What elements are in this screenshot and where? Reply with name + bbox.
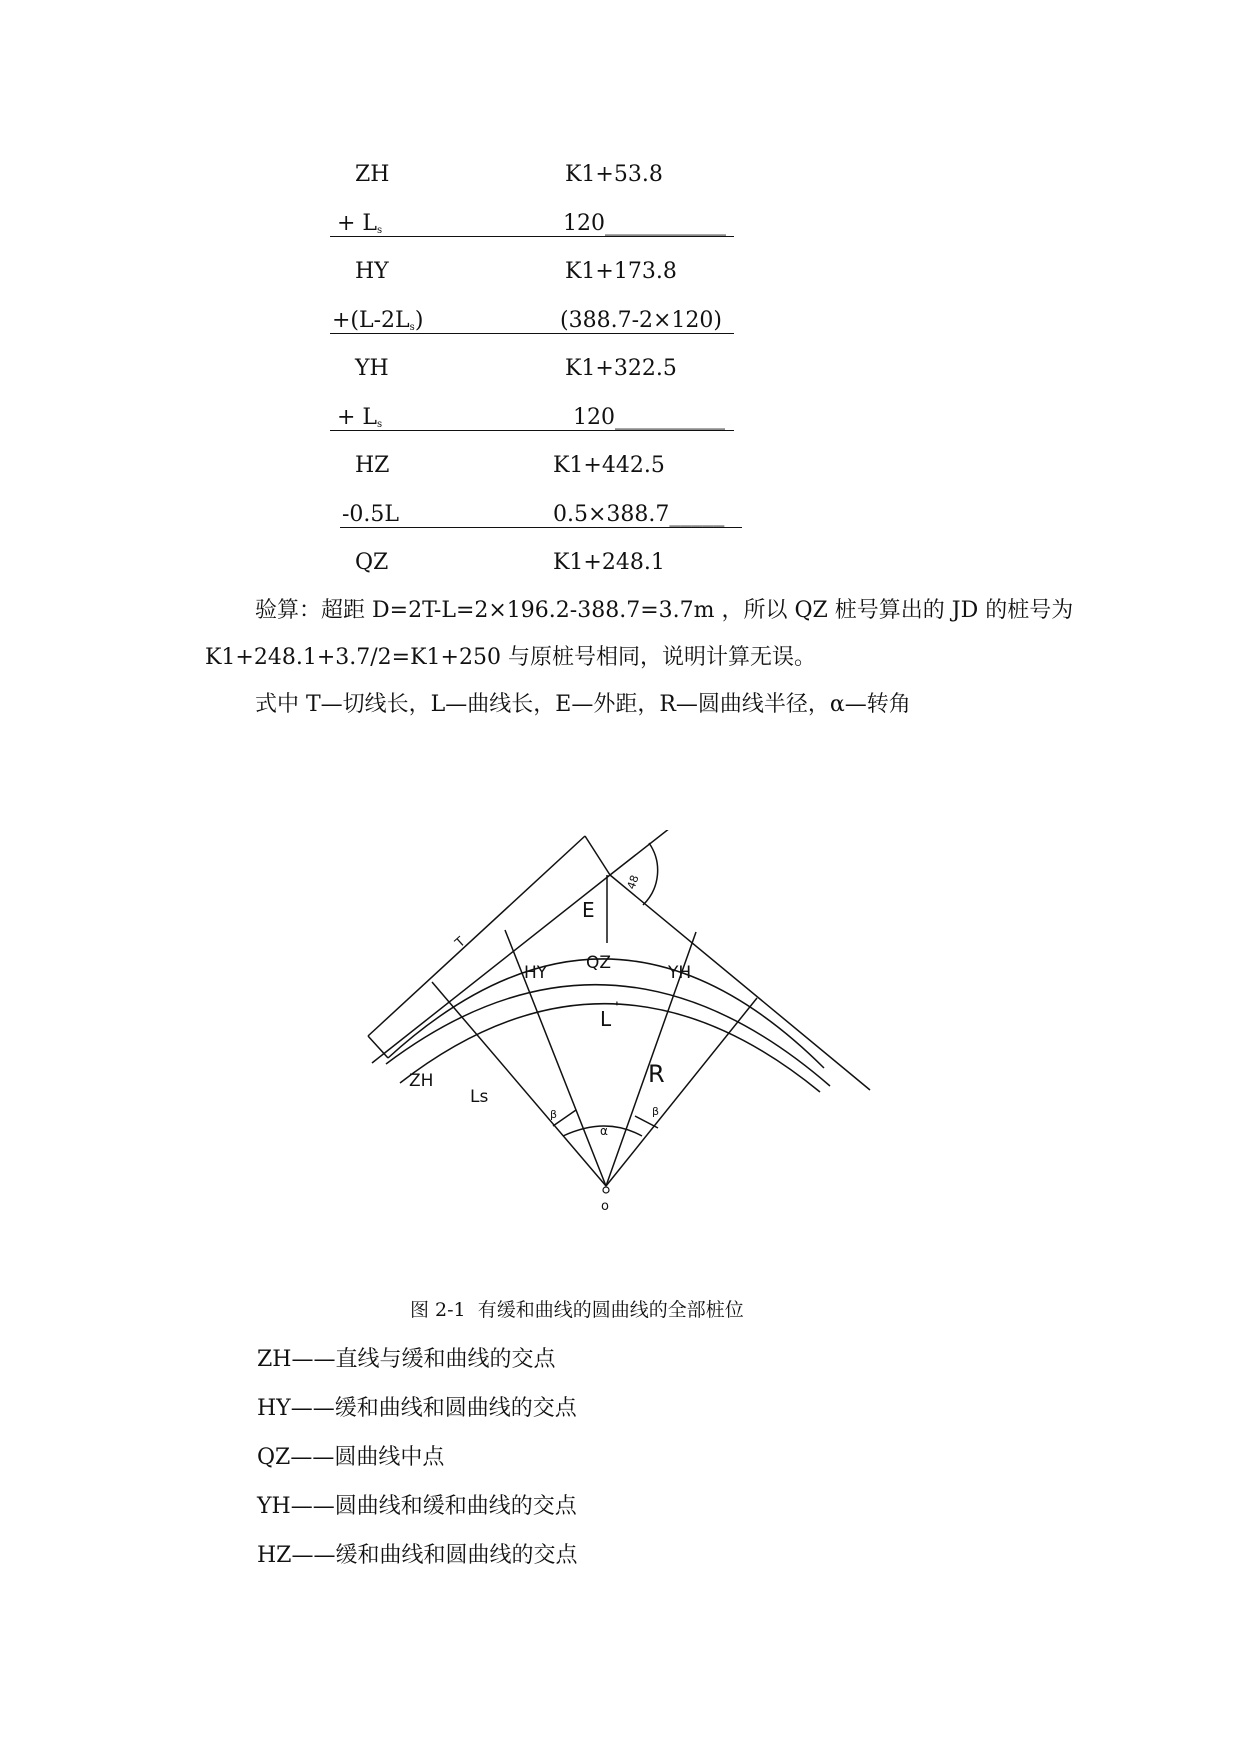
curve-diagram bbox=[360, 830, 880, 1240]
calc-row-label: + $L_s$ bbox=[337, 405, 383, 430]
Ls-label: Ls bbox=[470, 1087, 489, 1107]
QZ-label: QZ bbox=[586, 953, 612, 973]
calc-row-value: 120__________ bbox=[573, 405, 725, 430]
T-dimension-line bbox=[368, 836, 585, 1036]
alpha-label: α bbox=[600, 1124, 608, 1138]
definition-hy: HY——缓和曲线和圆曲线的交点 bbox=[257, 1396, 577, 1421]
figure-caption: 图 2-1 有缓和曲线的圆曲线的全部桩位 bbox=[410, 1299, 744, 1321]
calc-row-value: K1+442.5 bbox=[553, 453, 665, 478]
calc-row-value: 0.5×388.7_____ bbox=[553, 502, 725, 527]
calc-rule bbox=[330, 236, 734, 237]
angle-label: 48 bbox=[624, 873, 642, 892]
calc-rule bbox=[340, 527, 742, 528]
calc-row-label: QZ bbox=[355, 550, 389, 575]
calc-row-value: (388.7-2×120) bbox=[560, 308, 723, 333]
L-prime-mark: ' bbox=[615, 1000, 619, 1016]
left-tangent-line bbox=[372, 875, 610, 1063]
HY-label: HY bbox=[524, 963, 548, 983]
YH-label: YH bbox=[668, 963, 692, 983]
tangent-extension-line bbox=[610, 830, 670, 875]
T-dimension-tick bbox=[368, 1036, 388, 1058]
calc-rule bbox=[330, 333, 734, 334]
E-label: E bbox=[582, 898, 595, 922]
check-line-1: 验算：超距 D=2T-L=2×196.2-388.7=3.7m ，所以 QZ 桩号算出的 JD 的桩号为 bbox=[255, 598, 1074, 623]
calc-row-label: + $L_s$ bbox=[337, 211, 383, 236]
beta-right-label: β bbox=[652, 1105, 660, 1118]
right-tangent-line bbox=[610, 875, 870, 1090]
calc-row-label: $+(L-2L_s)$ bbox=[332, 308, 424, 333]
radius-line-right bbox=[606, 998, 757, 1186]
R-label: R bbox=[648, 1060, 665, 1088]
definition-hz: HZ——缓和曲线和圆曲线的交点 bbox=[257, 1543, 578, 1568]
check-line-2: K1+248.1+3.7/2=K1+250 与原桩号相同，说明计算无误。 bbox=[205, 645, 816, 670]
L-prime-label: L bbox=[600, 1007, 612, 1031]
calc-row-value: K1+248.1 bbox=[553, 550, 665, 575]
beta-left-label: β bbox=[550, 1108, 558, 1121]
symbol-legend: 式中 T—切线长，L—曲线长，E—外距，R—圆曲线半径，α—转角 bbox=[255, 692, 911, 717]
calc-row-label: HZ bbox=[355, 453, 390, 478]
center-point bbox=[603, 1187, 609, 1193]
calc-row-label: -0.5L bbox=[342, 502, 400, 527]
calc-row-label: ZH bbox=[355, 162, 390, 187]
definition-zh: ZH——直线与缓和曲线的交点 bbox=[257, 1347, 556, 1372]
O-label: o bbox=[601, 1199, 609, 1214]
calc-row-label: HY bbox=[355, 259, 389, 284]
T-label: T bbox=[452, 934, 469, 951]
definition-yh: YH——圆曲线和缓和曲线的交点 bbox=[257, 1494, 577, 1519]
deflection-angle-arc bbox=[643, 843, 658, 905]
calc-row-value: K1+322.5 bbox=[565, 356, 677, 381]
calc-row-value: 120___________ bbox=[563, 211, 726, 236]
ZH-label: ZH bbox=[409, 1071, 434, 1091]
calc-rule bbox=[330, 430, 734, 431]
radius-line-left bbox=[432, 982, 606, 1186]
T-dimension-tick bbox=[585, 836, 610, 875]
calc-row-value: K1+173.8 bbox=[565, 259, 677, 284]
calc-row-value: K1+53.8 bbox=[565, 162, 663, 187]
calc-row-label: YH bbox=[355, 356, 389, 381]
definition-qz: QZ——圆曲线中点 bbox=[257, 1445, 445, 1470]
